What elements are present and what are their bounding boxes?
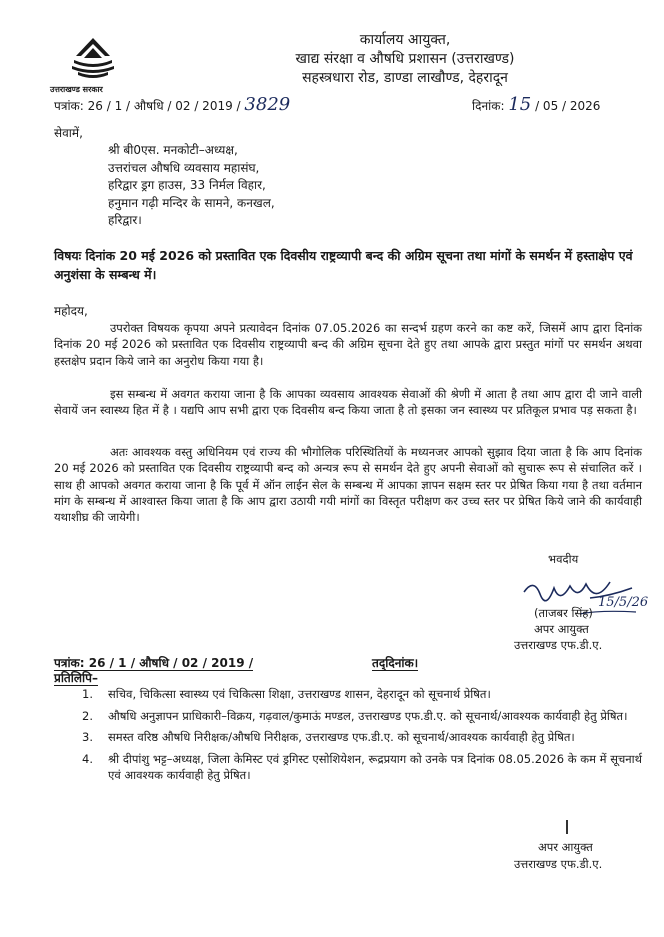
copy-list (82, 686, 642, 789)
greeting: महोदय, (54, 304, 88, 318)
footer-designation: अपर आयुक्त (538, 840, 593, 854)
address-line: हरिद्वार ड्रग हाउस, 33 निर्मल विहार, (108, 178, 266, 192)
handwritten-sign-date: 15/5/26 (598, 595, 649, 610)
list-item: 2. औषधि अनुज्ञापन प्राधिकारी–विक्रय, गढ़वाल/कुमाऊं मण्डल, उत्तराखण्ड एफ.डी.ए. को सूचनार्थ/आवश्यक कार्यवाही हेतु प्रेषित। (82, 708, 628, 723)
date-label: दिनांक: (472, 99, 505, 113)
date-rest: / 05 / 2026 (535, 99, 601, 113)
handwritten-day: 15 (508, 94, 532, 115)
closing: भवदीय (548, 552, 579, 566)
department-name: खाद्य संरक्षा व औषधि प्रशासन (उत्तराखण्ड) (295, 51, 515, 67)
body-paragraph-2: इस सम्बन्ध में अवगत कराया जाना है कि आपका व्यवसाय आवश्यक सेवाओं की श्रेणी में आता है तथा आप द्वारा दी जाने वाली सेवायें जन स्वास्थ्य हित में है । यद्यपि आप सभी द्वारा एक दिवसीय बन्द किया जाता है तो इसका जन स्वास्थ्य पर प्रतिकूल प्रभाव पड़ सकता है। (54, 387, 642, 418)
copy-title: प्रतिलिपि– (54, 671, 98, 685)
footer-office: उत्तराखण्ड एफ.डी.ए. (514, 857, 603, 871)
reference-number (54, 94, 290, 115)
address-line: श्री बी0एस. मनकोटी–अध्यक्ष, (108, 143, 238, 157)
patrank-label: पत्रांक: 26 / 1 / औषधि / 02 / 2019 / (54, 99, 241, 113)
recipient-address (108, 142, 508, 230)
salutation: सेवामें, (54, 126, 83, 140)
address-line: हरिद्वार। (108, 213, 142, 227)
office-title: कार्यालय आयुक्त, (359, 32, 451, 48)
address-line: हनुमान गढ़ी मन्दिर के सामने, कनखल, (108, 195, 275, 210)
body-paragraph-3: अतः आवश्यक वस्तु अधिनियम एवं राज्य की भौगोलिक परिस्थितियों के मध्यनजर आपको सुझाव दिया जाता है कि आप दिनांक 20 मई 2026 को प्रस्तावित एक दिवसीय राष्ट्रव्यापी बन्द को अन्यत्र रूप से समर्थन देते हुए अपनी सेवाओं को सुचारू रूप से संचालित करें । साथ ही आपको अवगत कराया जाना है कि पूर्व में ऑन लाईन सेल के सम्बन्ध में आपका ज्ञापन सक्षम स्तर पर प्रेषित किया गया है तथा वर्तमान मांग के सम्बन्ध में आश्वास्त किया जाता है कि आप द्वारा उठायी गयी मांगों का विस्तृत परीक्षण कर उच्च स्तर पर प्रेषित किये जाने की कार्यवाही यथाशीघ्र की जायेगी। (54, 445, 642, 525)
office-address: सहस्त्रधारा रोड, डाण्डा लाखौण्ड, देहरादून (302, 70, 508, 86)
list-item: 4. श्री दीपांशु भट्ट–अध्यक्ष, जिला केमिस्ट एवं ड्रगिस्ट एसोशियेशन, रूद्रप्रयाग को उनके पत्र दिनांक 08.05.2026 के कम में सूचनार्थ एवं आवश्यक कार्यवाही हेतु प्रेषित। (82, 751, 642, 782)
logo-caption: उत्तराखण्ड सरकार (50, 85, 103, 94)
signature-mark (566, 820, 568, 834)
handwritten-number: 3829 (244, 94, 291, 115)
signatory-designation: अपर आयुक्त (534, 622, 589, 636)
copy-date: तद्‌दिनांक। (372, 656, 419, 670)
reference-date (472, 94, 600, 115)
list-item: 1. सचिव, चिकित्सा स्वास्थ्य एवं चिकित्सा शिक्षा, उत्तराखण्ड शासन, देहरादून को सूचनार्थ प्रेषित। (82, 687, 491, 701)
copy-patrank: पत्रांक: 26 / 1 / औषधि / 02 / 2019 / (54, 656, 254, 670)
list-item: 3. समस्त वरिष्ठ औषधि निरीक्षक/औषधि निरीक्षक, उत्तराखण्ड एफ.डी.ए. को सूचनार्थ/आवश्यक कार्यवाही हेतु प्रेषित। (82, 730, 575, 744)
address-line: उत्तरांचल औषधि व्यवसाय महासंघ, (108, 160, 260, 175)
subject-line: विषयः दिनांक 20 मई 2026 को प्रस्तावित एक दिवसीय राष्ट्रव्यापी बन्द की अग्रिम सूचना तथा मांगों के समर्थन में हस्ताक्षेप एवं अनुशंसा के सम्बन्ध में। (54, 248, 633, 282)
signatory-name: (ताजबर सिंह) (534, 606, 593, 620)
body-paragraph-1: उपरोक्त विषयक कृपया अपने प्रत्यावेदन दिनांक 07.05.2026 का सन्दर्भ ग्रहण करने का कष्ट करें, जिसमें आप द्वारा दिनांक दिनांक 20 मई 2026 को प्रस्तावित एक दिवसीय राष्ट्रव्यापी बन्द की अग्रिम सूचना देते हुए तथा आपके द्वारा प्रस्तुत मांगों पर समर्थन अथवा हस्तक्षेप प्रदान किये जाने का अनुरोध किया गया है। (54, 321, 642, 368)
signatory-office: उत्तराखण्ड एफ.डी.ए. (514, 638, 603, 652)
